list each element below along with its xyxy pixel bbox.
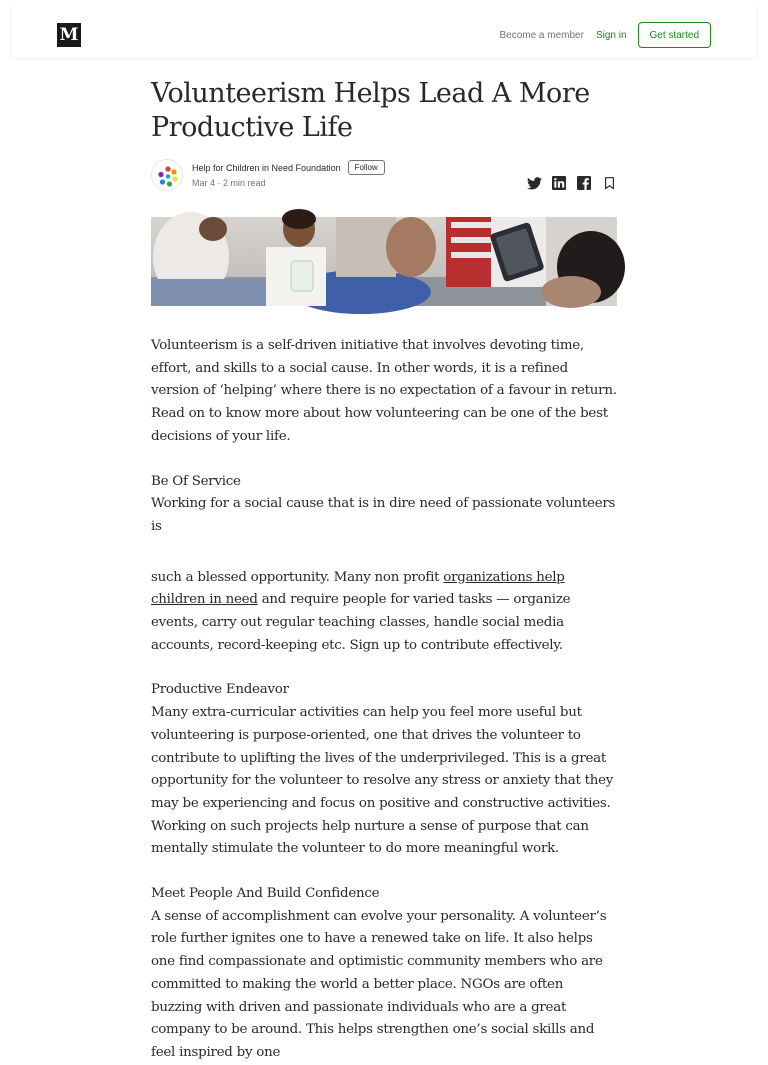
- section-heading-meet-people: Meet People And Build Confidence: [151, 886, 380, 902]
- section-heading-be-of-service: Be Of Service: [151, 473, 241, 489]
- article: [151, 77, 617, 1065]
- paragraph-productive: Many extra-curricular activities can help you feel more useful but volunteering is purpose-oriented, one that drives the volunteer to contribute to uplifting the lives of the underprivileged. This is a great opportunity for the volunteer to resolve any stress or anxiety that they may be experiencing and focus on positive and constructive activities. Working on such projects help nurture a sense of purpose that can mentally stimulate the volunteer to do more meaningful work.: [151, 705, 614, 857]
- children-classroom-photo: [151, 217, 617, 306]
- paragraph-service-continued: [151, 567, 617, 658]
- nav-actions: [499, 22, 711, 48]
- section-heading-productive-endeavor: Productive Endeavor: [151, 682, 289, 698]
- author-name[interactable]: Help for Children in Need Foundation: [192, 162, 341, 173]
- author-line: [192, 160, 385, 175]
- medium-logo[interactable]: M: [57, 23, 81, 47]
- hero-image: [151, 217, 617, 306]
- organizations-link[interactable]: organizations help children in need: [151, 569, 565, 608]
- foundation-logo-icon: [152, 160, 184, 192]
- linkedin-icon[interactable]: [551, 175, 567, 191]
- article-body: [151, 335, 617, 1065]
- twitter-icon[interactable]: [526, 175, 542, 191]
- paragraph-meet-people: A sense of accomplishment can evolve your personality. A volunteer’s role further ignites one to have a renewed take on life. It also helps one find compassionate and optimistic community members who are committed to making the world a better place. NGOs are often buzzing with driven and passionate individuals who are a great company to be around. This helps strengthen one’s social skills and feel inspired by one: [151, 908, 607, 1060]
- paragraph-intro: Volunteerism is a self-driven initiative that involves devoting time, effort, and skills to a social cause. In other words, it is a refined version of ‘helping’ where there is no expectation of a favour in return. Read on to know more about how volunteering can be one of the best decisions of your life.: [151, 338, 617, 444]
- share-actions: [517, 175, 617, 191]
- facebook-icon[interactable]: [576, 175, 592, 191]
- text-segment: and require people for varied tasks — organize events, carry out regular teaching classes, handle social media accounts, record-keeping etc. Sign up to contribute effectively.: [151, 592, 571, 653]
- top-nav: [12, 0, 756, 57]
- bookmark-icon[interactable]: [601, 175, 617, 191]
- text-segment: such a blessed opportunity. Many non profit: [151, 569, 444, 585]
- paragraph-service-start: Working for a social cause that is in dire need of passionate volunteers is: [151, 496, 616, 534]
- get-started-button[interactable]: Get started: [638, 22, 711, 48]
- publish-date: Mar 4 · 2 min read: [192, 178, 266, 188]
- follow-button[interactable]: Follow: [348, 160, 385, 175]
- become-member-link[interactable]: Become a member: [499, 29, 584, 41]
- sign-in-link[interactable]: Sign in: [595, 29, 627, 41]
- author-avatar[interactable]: [151, 159, 183, 191]
- article-title: Volunteerism Helps Lead A More Productive Life: [151, 78, 590, 143]
- article-meta: [151, 159, 617, 193]
